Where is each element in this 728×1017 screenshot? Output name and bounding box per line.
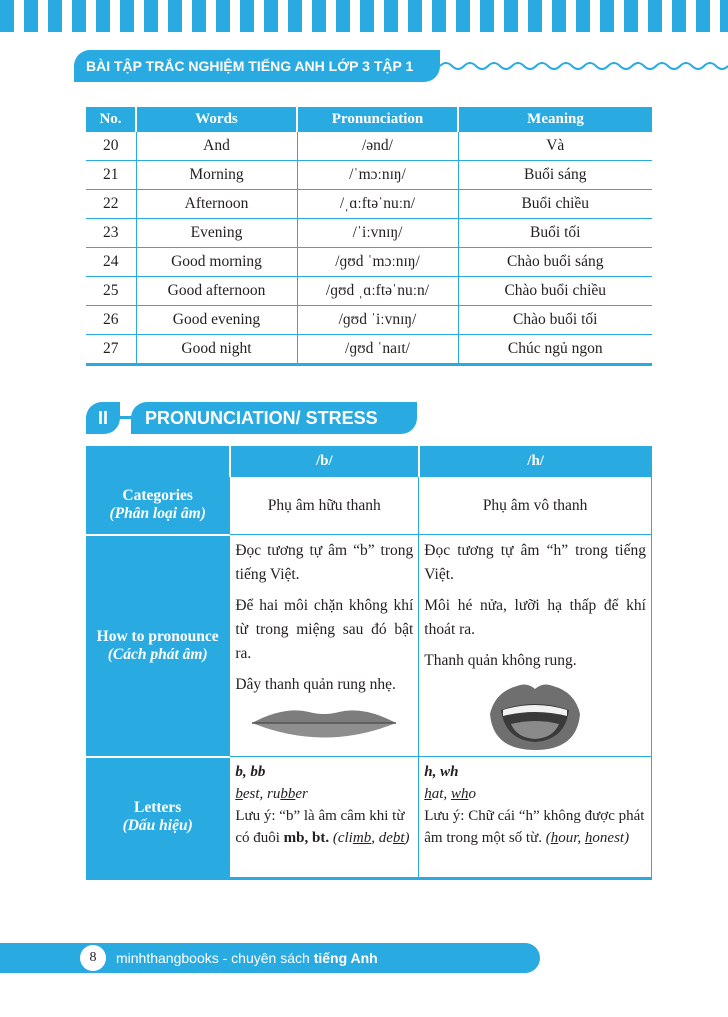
col-header-meaning: Meaning	[458, 107, 652, 132]
cell-word: Good evening	[136, 306, 297, 335]
how-b	[230, 535, 419, 757]
cell-word: Morning	[136, 161, 297, 190]
page-number: 8	[80, 945, 106, 971]
label-vi: (Cách phát âm)	[107, 645, 208, 663]
label-en: Letters	[134, 799, 182, 817]
letters-b-head: b, bb	[235, 764, 266, 780]
cell-meaning: Chúc ngủ ngon	[458, 335, 652, 365]
col-header-pronunciation: Pronunciation	[297, 107, 458, 132]
col-header-no: No.	[86, 107, 136, 132]
open-mouth-image	[487, 680, 583, 752]
table-row	[86, 277, 652, 306]
how-h-line-3: Thanh quản không rung.	[424, 652, 577, 669]
table-row	[86, 335, 652, 365]
label-vi: (Phân loại âm)	[109, 505, 206, 523]
col-header-empty	[86, 446, 230, 477]
how-b-line-1: Đọc tương tự âm “b” trong tiếng Việt.	[235, 542, 414, 583]
label-vi: (Dấu hiệu)	[122, 817, 193, 835]
categories-row	[86, 477, 652, 535]
letters-h-examples: hat, who	[424, 786, 476, 802]
letters-h-head: h, wh	[424, 764, 459, 780]
pronunciation-table	[86, 446, 652, 880]
cell-no: 26	[86, 306, 136, 335]
footer-brand: minhthangbooks - chuyên sách tiếng Anh	[116, 950, 378, 966]
table-row	[86, 190, 652, 219]
letters-h-note: Lưu ý: Chữ cái “h” không được phát âm trong một số từ. (hour, honest)	[424, 808, 645, 846]
table-row	[86, 161, 652, 190]
cell-word: Good morning	[136, 248, 297, 277]
cell-word: Good night	[136, 335, 297, 365]
table-row	[86, 132, 652, 161]
row-label-categories	[86, 477, 230, 535]
table-row	[86, 306, 652, 335]
label-en: How to pronounce	[96, 627, 219, 645]
wavy-line-decoration	[440, 60, 728, 72]
cell-pronunciation: /ˈiːvnɪŋ/	[297, 219, 458, 248]
how-h-line-2: Môi hé nửa, lưỡi hạ thấp để khí thoát ra.	[424, 597, 646, 638]
table-row	[86, 248, 652, 277]
cell-pronunciation: /ɡʊd ˈiːvnɪŋ/	[297, 306, 458, 335]
table-header-row	[86, 107, 652, 132]
how-b-line-3: Dây thanh quản rung nhẹ.	[235, 676, 396, 693]
cell-no: 27	[86, 335, 136, 365]
letters-h	[419, 757, 652, 879]
cell-pronunciation: /ˈmɔːnɪŋ/	[297, 161, 458, 190]
top-stripe-border	[0, 0, 728, 32]
cell-meaning: Buổi chiều	[458, 190, 652, 219]
cell-no: 21	[86, 161, 136, 190]
category-h: Phụ âm vô thanh	[419, 477, 652, 535]
letters-b	[230, 757, 419, 879]
cell-meaning: Chào buổi tối	[458, 306, 652, 335]
how-b-line-2: Để hai môi chặn không khí từ trong miệng sau đó bật ra.	[235, 597, 414, 662]
cell-meaning: Chào buổi chiều	[458, 277, 652, 306]
letters-row	[86, 757, 652, 879]
cell-no: 25	[86, 277, 136, 306]
how-h-line-1: Đọc tương tự âm “h” trong tiếng Việt.	[424, 542, 646, 583]
cell-pronunciation: /ˌɑːftəˈnuːn/	[297, 190, 458, 219]
cell-meaning: Chào buổi sáng	[458, 248, 652, 277]
letters-b-note: Lưu ý: “b” là âm câm khi từ có đuôi mb, bt. (climb, debt)	[235, 808, 410, 846]
cell-no: 23	[86, 219, 136, 248]
cell-pronunciation: /ɡʊd ˈmɔːnɪŋ/	[297, 248, 458, 277]
cell-no: 24	[86, 248, 136, 277]
table-header-row	[86, 446, 652, 477]
cell-word: Evening	[136, 219, 297, 248]
col-header-h: /h/	[419, 446, 652, 477]
book-title-banner: BÀI TẬP TRẮC NGHIỆM TIẾNG ANH LỚP 3 TẬP 1	[74, 50, 440, 82]
row-label-how	[86, 535, 230, 757]
section-title: PRONUNCIATION/ STRESS	[131, 402, 417, 434]
cell-meaning: Và	[458, 132, 652, 161]
label-en: Categories	[122, 487, 193, 505]
cell-word: Good afternoon	[136, 277, 297, 306]
table-row	[86, 219, 652, 248]
closed-lips-image	[249, 704, 399, 742]
cell-word: And	[136, 132, 297, 161]
cell-pronunciation: /ɡʊd ˌɑːftəˈnuːn/	[297, 277, 458, 306]
vocabulary-table	[86, 107, 652, 366]
cell-meaning: Buổi sáng	[458, 161, 652, 190]
row-label-letters	[86, 757, 230, 879]
category-b: Phụ âm hữu thanh	[230, 477, 419, 535]
cell-meaning: Buổi tối	[458, 219, 652, 248]
section-number-badge: II	[86, 402, 120, 434]
cell-no: 22	[86, 190, 136, 219]
how-row	[86, 535, 652, 757]
letters-b-examples: best, rubber	[235, 786, 308, 802]
cell-pronunciation: /ɡʊd ˈnaɪt/	[297, 335, 458, 365]
col-header-b: /b/	[230, 446, 419, 477]
col-header-words: Words	[136, 107, 297, 132]
how-h	[419, 535, 652, 757]
cell-word: Afternoon	[136, 190, 297, 219]
cell-pronunciation: /ənd/	[297, 132, 458, 161]
cell-no: 20	[86, 132, 136, 161]
